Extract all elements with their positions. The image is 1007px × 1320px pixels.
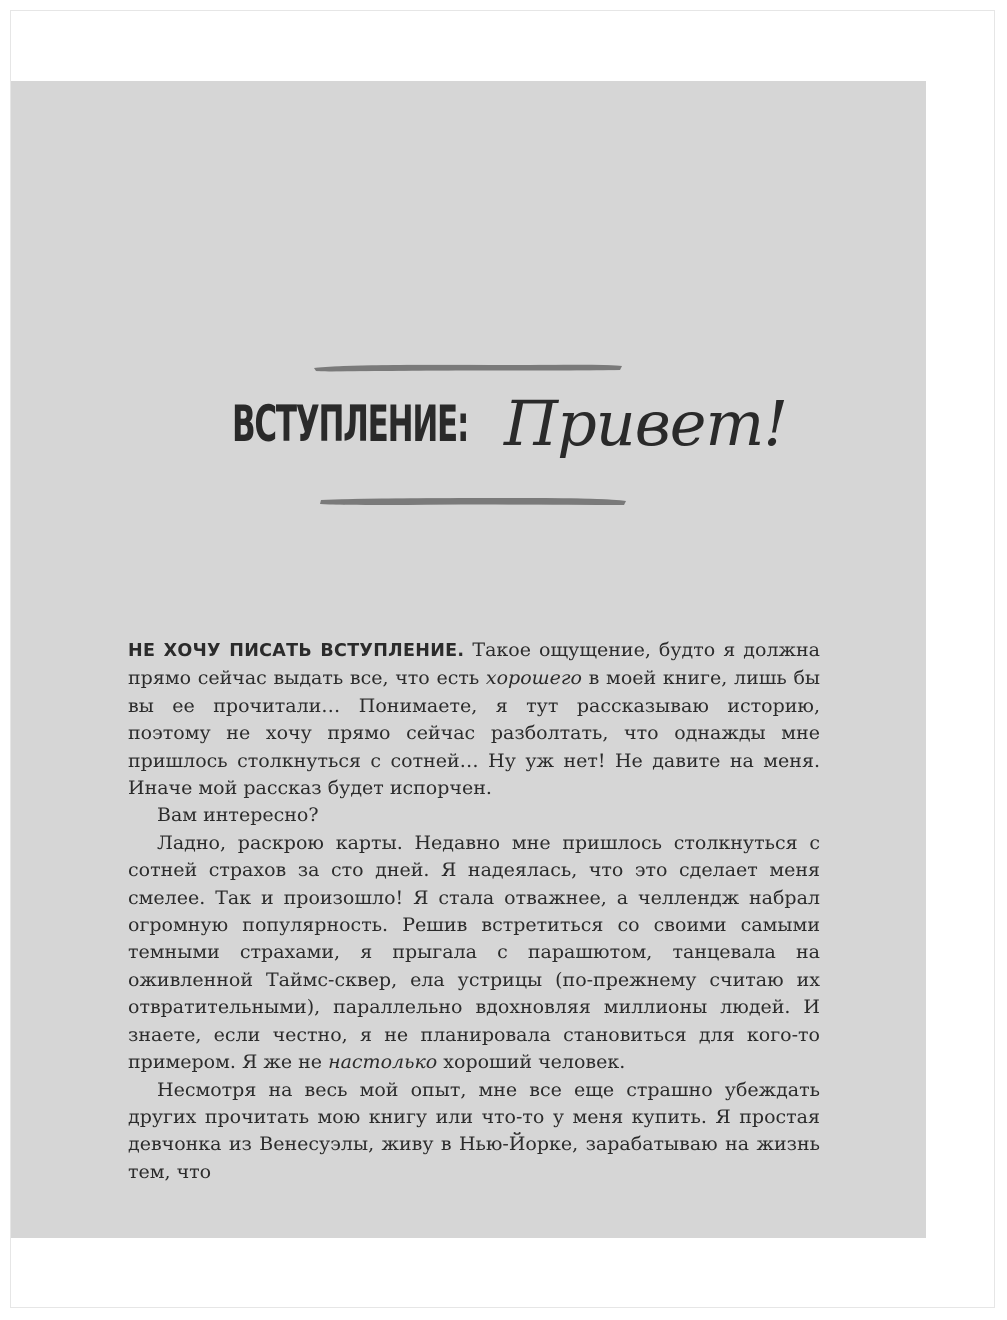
paragraph-4: Несмотря на весь мой опыт, мне все еще страшно убеждать других прочитать мою книгу или что-то у меня купить. Я простая девчонка из Венесуэлы, живу в Нью-Йорке, зарабатываю на жизнь тем, что [128,1078,820,1183]
paragraph-3-text-a: Ладно, раскрою карты. Недавно мне пришлось столкнуться с сотней страхов за сто дней. Я надеялась, что это сделает меня смелее. Так и произошло! Я стала отважнее, а челлендж набрал огромную популярность. Решив встретиться со своими самыми темными страхами, я прыгала с парашютом, танцевала на оживленной Таймс-сквер, ела устрицы (по-прежнему считаю их отвратительными), параллельно вдохновляя миллионы людей. И знаете, если честно, я не планировала становиться для кого-то примером. Я же не [128,831,820,1074]
paragraph-1-text-a: Такое ощущение, будто я должна прямо сейчас выдать все, что есть [128,639,820,690]
lead-in: НЕ ХОЧУ ПИСАТЬ ВСТУПЛЕНИЕ. [128,641,465,661]
title-main-word: ВСТУПЛЕНИЕ: [232,395,469,453]
paragraph-1 [128,637,820,802]
body-text [128,637,820,1186]
paragraph-1-emphasis: хорошего [485,667,582,690]
chapter-title [232,387,788,475]
paragraph-3-text-b: хороший человек. [437,1051,626,1074]
paragraph-3-emphasis: настолько [328,1051,438,1074]
brush-stroke-bottom [318,495,628,507]
title-script-word: Привет! [504,387,788,460]
brush-stroke-top [312,361,624,373]
paragraph-2: Вам интересно? [157,804,319,827]
paragraph-1-text-b: в моей книге, лишь бы вы ее прочитали… Понимаете, я тут рассказываю историю, поэтому не хочу прямо сейчас разболтать, что однажды мне пришлось столкнуться с сотней… Ну уж нет! Не давите на меня. Иначе мой рассказ будет испорчен. [128,667,821,800]
paragraph-3 [128,830,820,1077]
